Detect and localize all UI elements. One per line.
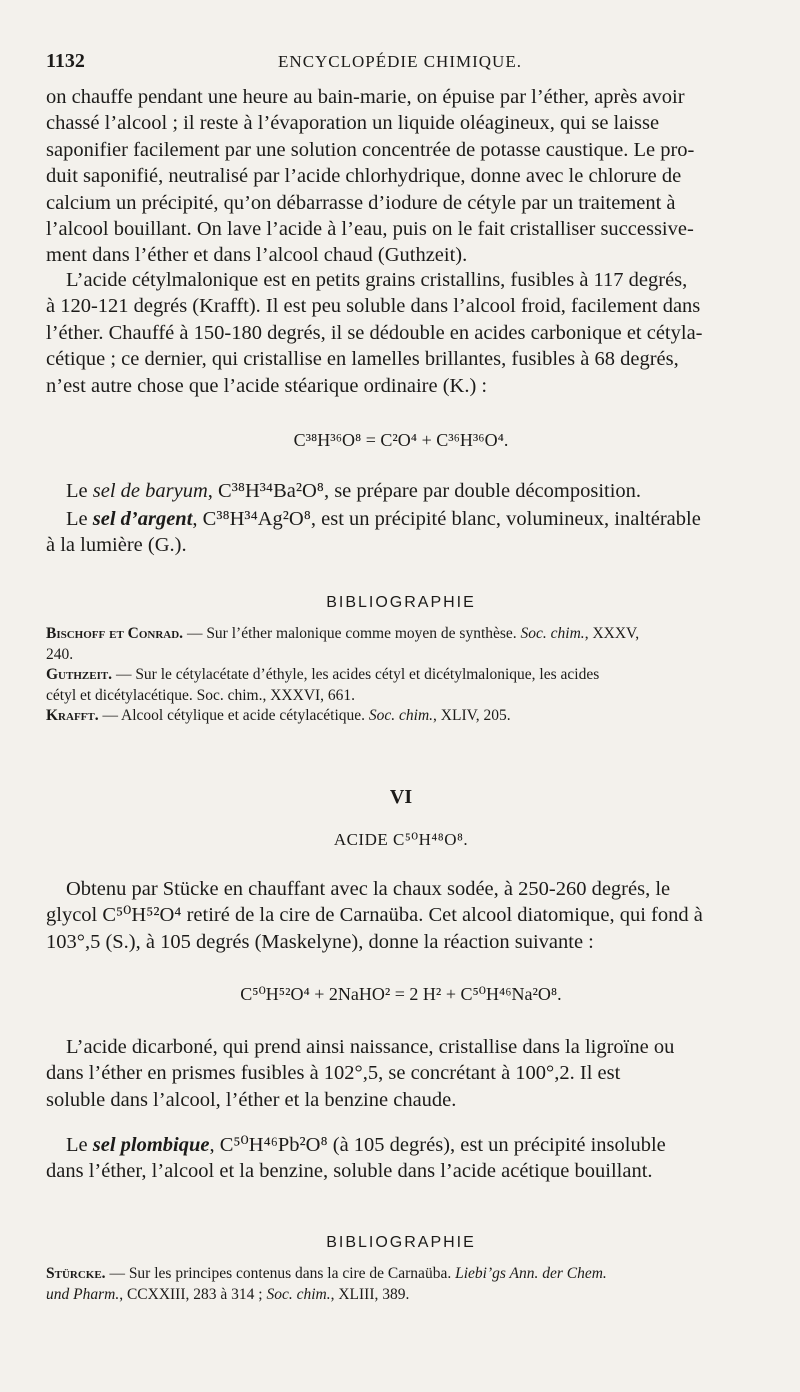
running-title: ENCYCLOPÉDIE CHIMIQUE. bbox=[278, 52, 522, 71]
equation-1: C³⁸H³⁶O⁸ = C²O⁴ + C³⁶H³⁶O⁴. bbox=[293, 430, 509, 450]
bib-entry-cont bbox=[46, 1285, 756, 1306]
text-line: glycol C⁵⁰H⁵²O⁴ retiré de la cire de Carnaüba. Cet alcool diatomique, qui fond à bbox=[46, 904, 703, 927]
bib-ref: , CCXXIII, 283 à 314 ; bbox=[119, 1285, 267, 1303]
text-line: Obtenu par Stücke en chauffant avec la chaux sodée, à 250-260 degrés, le bbox=[66, 878, 671, 900]
term-sel-plombique: sel plombique bbox=[92, 1134, 210, 1156]
bibliography-2 bbox=[46, 1264, 756, 1305]
text-span: , C³⁸H³⁴Ba²O⁸, se prépare par double décomposition. bbox=[207, 480, 642, 502]
text-line: à la lumière (G.). bbox=[46, 534, 187, 557]
text-line: calcium un précipité, qu’on débarrasse d’iodure de cétyle par un traitement à bbox=[46, 191, 676, 214]
bib-entry bbox=[46, 665, 756, 686]
bib-journal: Soc. chim. bbox=[368, 707, 434, 724]
bib-entry bbox=[46, 1264, 756, 1285]
paragraph-1 bbox=[46, 84, 756, 269]
text-line: duit saponifié, neutralisé par l’acide chlorhydrique, donne avec le chlorure de bbox=[46, 165, 682, 188]
text-line: dans l’éther, l’alcool et la benzine, soluble dans l’acide acétique bouillant. bbox=[46, 1160, 653, 1183]
bib-author: Krafft. bbox=[46, 707, 99, 724]
bib-text: — Alcool cétylique et acide cétylacétique. bbox=[98, 707, 369, 724]
bib-ref: , XXXV, bbox=[584, 625, 640, 642]
bibliography-heading: BIBLIOGRAPHIE bbox=[326, 594, 476, 611]
page-header bbox=[46, 50, 754, 76]
bib-entry bbox=[46, 624, 756, 645]
bib-entry-cont: 240. bbox=[46, 645, 74, 663]
term-sel-d-argent: sel d’argent bbox=[92, 508, 193, 530]
text-line: dans l’éther en prismes fusibles à 102°,5, se concrétant à 100°,2. Il est bbox=[46, 1062, 621, 1085]
text-line: L’acide dicarboné, qui prend ainsi naissance, cristallise dans la ligroïne ou bbox=[66, 1036, 675, 1058]
bib-journal: Liebi’gs Ann. der Chem. bbox=[455, 1265, 607, 1282]
paragraph-7 bbox=[46, 1132, 756, 1185]
chapter-number: VI bbox=[389, 786, 413, 808]
text-line: à 120-121 degrés (Krafft). Il est peu soluble dans l’alcool froid, facilement dans bbox=[46, 295, 701, 318]
page-number: 1132 bbox=[46, 50, 85, 72]
bib-text: — Sur l’éther malonique comme moyen de synthèse. bbox=[183, 625, 521, 642]
text-line: l’alcool bouillant. On lave l’acide à l’eau, puis on le fait cristalliser successive- bbox=[46, 218, 694, 241]
text-line: L’acide cétylmalonique est en petits grains cristallins, fusibles à 117 degrés, bbox=[66, 269, 688, 291]
text-line: n’est autre chose que l’acide stéarique ordinaire (K.) : bbox=[46, 374, 488, 397]
bib-entry-cont: cétyl et dicétylacétique. Soc. chim., XXXVI, 661. bbox=[46, 686, 356, 704]
bib-text: — Sur les principes contenus dans la cire de Carnaüba. bbox=[105, 1265, 456, 1282]
paragraph-6 bbox=[46, 1034, 756, 1113]
term-sel-de-baryum: sel de baryum bbox=[92, 480, 208, 502]
equation-2: C⁵⁰H⁵²O⁴ + 2NaHO² = 2 H² + C⁵⁰H⁴⁶Na²O⁸. bbox=[240, 984, 562, 1004]
bib-author: Guthzeit. bbox=[46, 666, 113, 683]
text-span: Le bbox=[66, 1134, 93, 1156]
bib-author: Stürcke. bbox=[46, 1265, 106, 1282]
text-line: chassé l’alcool ; il reste à l’évaporation un liquide oléagineux, qui se laisse bbox=[46, 112, 660, 135]
text-span: , C³⁸H³⁴Ag²O⁸, est un précipité blanc, volumineux, inaltérable bbox=[192, 508, 701, 530]
bib-entry bbox=[46, 706, 756, 727]
text-span: , C⁵⁰H⁴⁶Pb²O⁸ (à 105 degrés), est un précipité insoluble bbox=[209, 1134, 666, 1156]
text-line: saponifier facilement par une solution concentrée de potasse caustique. Le pro- bbox=[46, 138, 695, 161]
bib-author: Bischoff et Conrad. bbox=[46, 625, 184, 642]
bib-text: — Sur le cétylacétate d’éthyle, les acides cétyl et dicétylmalonique, les acides bbox=[112, 666, 600, 683]
bib-journal: und Pharm. bbox=[46, 1285, 120, 1303]
bib-ref: , XLIII, 389. bbox=[330, 1285, 410, 1303]
text-span: Le bbox=[66, 480, 93, 502]
bib-ref: , XLIV, 205. bbox=[433, 707, 511, 724]
text-line: l’éther. Chauffé à 150-180 degrés, il se dédouble en acides carbonique et cétyla- bbox=[46, 321, 703, 344]
text-line: 103°,5 (S.), à 105 degrés (Maskelyne), donne la réaction suivante : bbox=[46, 930, 594, 953]
paragraph-2 bbox=[46, 267, 756, 399]
text-line: cétique ; ce dernier, qui cristallise en lamelles brillantes, fusibles à 68 degrés, bbox=[46, 348, 679, 371]
text-line: on chauffe pendant une heure au bain-marie, on épuise par l’éther, après avoir bbox=[46, 86, 685, 108]
paragraph-3 bbox=[46, 478, 756, 504]
bibliography-1 bbox=[46, 624, 756, 727]
bib-journal: Soc. chim. bbox=[520, 625, 585, 642]
text-line: soluble dans l’alcool, l’éther et la benzine chaude. bbox=[46, 1088, 457, 1111]
chapter-title: ACIDE C⁵⁰H⁴⁸O⁸. bbox=[333, 830, 469, 849]
paragraph-5 bbox=[46, 876, 756, 955]
bibliography-heading: BIBLIOGRAPHIE bbox=[326, 1234, 476, 1251]
bib-journal: Soc. chim. bbox=[266, 1285, 331, 1303]
text-line: ment dans l’éther et dans l’alcool chaud (Guthzeit). bbox=[46, 244, 468, 267]
text-span: Le bbox=[66, 508, 93, 530]
paragraph-4 bbox=[46, 506, 756, 559]
